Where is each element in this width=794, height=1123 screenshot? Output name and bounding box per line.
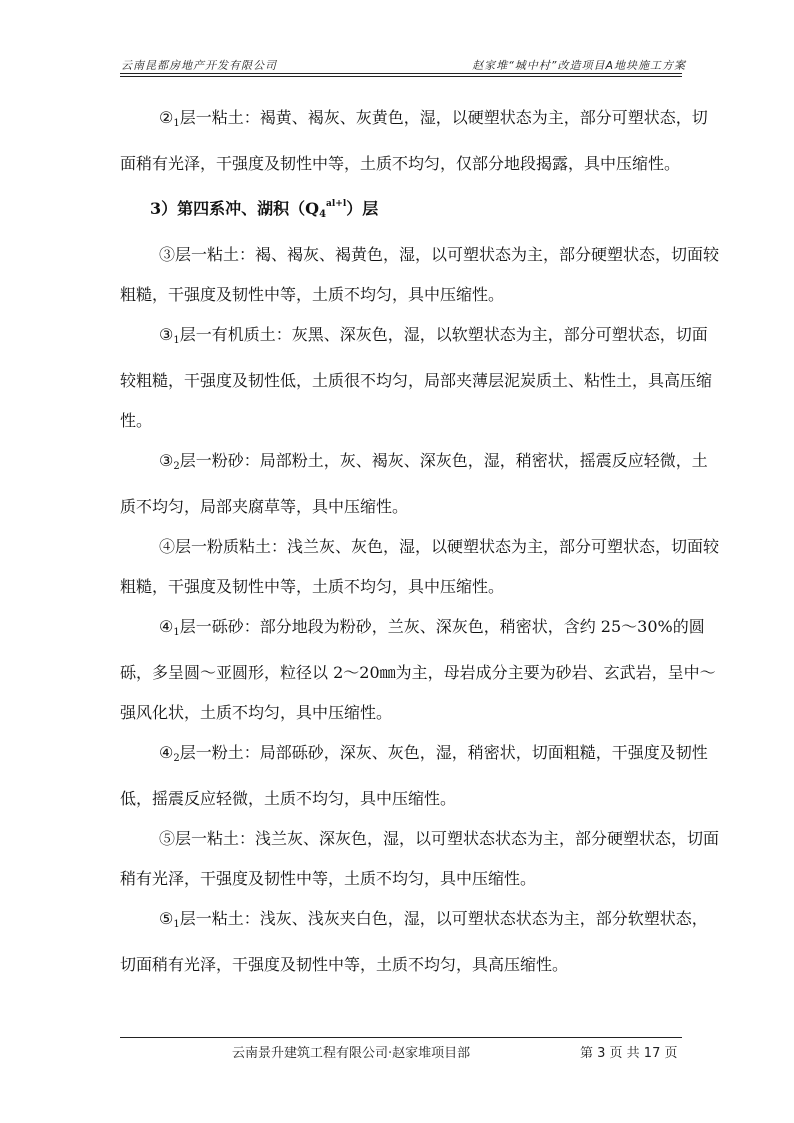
layer-subscript: 1 xyxy=(173,627,180,638)
paragraph-text: 层一粘土：褐黄、褐灰、灰黄色，湿，以硬塑状态为主，部分可塑状态，切面稍有光泽，干强度及韧性中等，土质不均匀，仅部分地段揭露，具中压缩性。 xyxy=(120,108,708,173)
heading-superscript: al+l xyxy=(326,199,347,209)
layer-marker: ⑤ xyxy=(159,829,176,848)
paragraph-layer-4 xyxy=(120,527,720,607)
section-heading xyxy=(120,184,720,235)
paragraph-text: 层一有机质土：灰黑、深灰色，湿，以软塑状态为主，部分可塑状态，切面较粗糙，干强度及韧性低，土质很不均匀，局部夹薄层泥炭质土、粘性土，具高压缩性。 xyxy=(120,325,713,430)
layer-subscript: 2 xyxy=(173,753,180,764)
layer-marker: ③ xyxy=(159,325,174,344)
heading-subscript: 4 xyxy=(319,209,327,220)
paragraph-layer-5 xyxy=(120,819,720,899)
layer-marker: ⑤ xyxy=(159,909,174,928)
layer-marker: ④ xyxy=(159,743,174,762)
page-number: 第 3 页 共 17 页 xyxy=(580,1046,678,1061)
paragraph-text: 层一粘土：褐、褐灰、褐黄色，湿，以可塑状态为主，部分硬塑状态，切面较粗糙，干强度及韧性中等，土质不均匀，具中压缩性。 xyxy=(120,245,720,304)
document-body xyxy=(120,98,720,985)
footer-rule xyxy=(120,1037,682,1038)
paragraph-text: 层一砾砂：部分地段为粉砂，兰灰、深灰色，稍密状，含约 25～30%的圆砾，多呈圆～亚圆形，粒径以 2～20㎜为主，母岩成分主要为砂岩、玄武岩，呈中～强风化状，土质不均匀，具中压缩性。 xyxy=(120,617,716,722)
footer-company: 云南景升建筑工程有限公司·赵家堆项目部 xyxy=(232,1046,471,1061)
layer-subscript: 1 xyxy=(173,919,180,930)
paragraph-layer-3 xyxy=(120,235,720,315)
paragraph-text: 层一粉砂：局部粉土，灰、褐灰、深灰色，湿，稍密状，摇震反应轻微，土质不均匀，局部夹腐草等，具中压缩性。 xyxy=(120,451,708,516)
header-rule-thin xyxy=(120,76,682,77)
heading-prefix: 3）第四系冲、湖积（Q xyxy=(150,199,320,218)
heading-suffix: ）层 xyxy=(346,199,379,218)
paragraph-text: 层一粘土：浅灰、浅灰夹白色，湿，以可塑状态状态为主，部分软塑状态，切面稍有光泽，干强度及韧性中等，土质不均匀，具高压缩性。 xyxy=(120,909,708,974)
paragraph-layer-4-2 xyxy=(120,733,720,819)
layer-marker: ④ xyxy=(159,537,176,556)
layer-subscript: 1 xyxy=(173,118,180,129)
paragraph-layer-2-1 xyxy=(120,98,720,184)
paragraph-layer-3-1 xyxy=(120,315,720,441)
layer-marker: ③ xyxy=(159,451,174,470)
paragraph-layer-3-2 xyxy=(120,441,720,527)
header-rule xyxy=(120,73,682,74)
layer-marker: ② xyxy=(159,108,174,127)
paragraph-text: 层一粉质粘土：浅兰灰、灰色，湿，以硬塑状态为主，部分可塑状态，切面较粗糙，干强度及韧性中等，土质不均匀，具中压缩性。 xyxy=(120,537,720,596)
paragraph-text: 层一粘土：浅兰灰、深灰色，湿，以可塑状态状态为主，部分硬塑状态，切面稍有光泽，干强度及韧性中等，土质不均匀，具中压缩性。 xyxy=(120,829,720,888)
header-project-title: 赵家堆“城中村”改造项目A地块施工方案 xyxy=(472,59,686,72)
paragraph-layer-5-1 xyxy=(120,899,720,985)
layer-subscript: 2 xyxy=(173,461,180,472)
layer-marker: ④ xyxy=(159,617,174,636)
paragraph-layer-4-1 xyxy=(120,607,720,733)
layer-marker: ③ xyxy=(159,245,176,264)
layer-subscript: 1 xyxy=(173,335,180,346)
header-company: 云南昆都房地产开发有限公司 xyxy=(121,59,277,72)
paragraph-text: 层一粉土：局部砾砂，深灰、灰色，湿，稍密状，切面粗糙，干强度及韧性低，摇震反应轻微，土质不均匀，具中压缩性。 xyxy=(120,743,708,808)
